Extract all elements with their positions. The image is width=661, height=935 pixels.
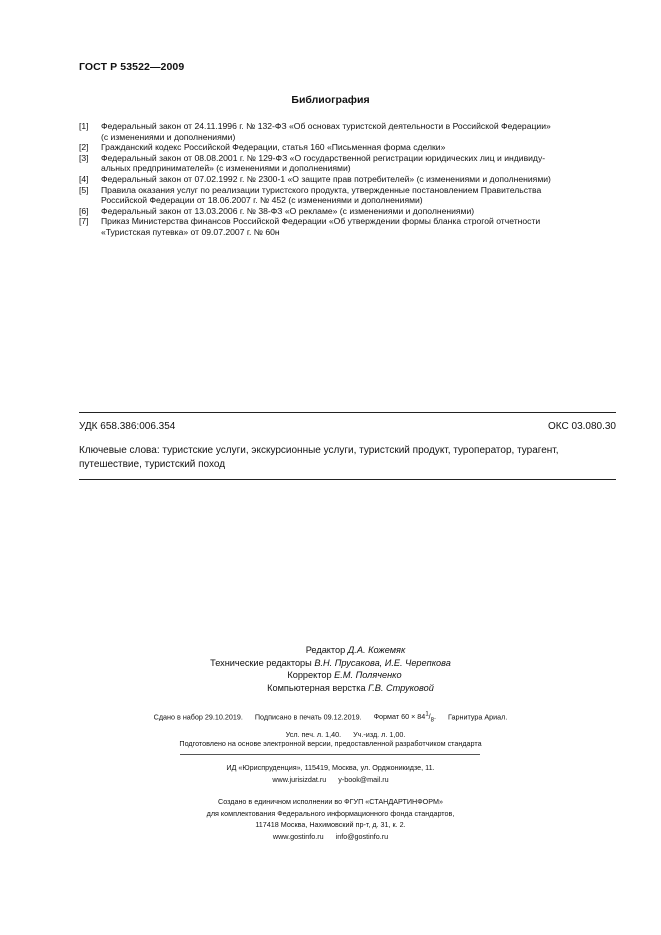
imprint-block bbox=[0, 708, 661, 742]
bibliography-item-number: [1] bbox=[79, 121, 89, 131]
bibliography-item-line: «Туристская путевка» от 09.07.2007 г. № 60н bbox=[101, 226, 280, 237]
bibliography-item-line: Федеральный закон от 24.11.1996 г. № 132-ФЗ «Об основах туристской деятельности в Российской Федерации» bbox=[101, 121, 551, 131]
imprint-line bbox=[0, 708, 661, 728]
bibliography-item-number: [2] bbox=[79, 142, 89, 153]
top-divider bbox=[79, 412, 616, 413]
editor-credit bbox=[0, 644, 661, 657]
bibliography-item-text bbox=[101, 185, 616, 206]
bibliography-item-line: Федеральный закон от 08.08.2001 г. № 129-ФЗ «О государственной регистрации юридических лиц и индивиду- bbox=[101, 152, 546, 163]
corrector-credit bbox=[0, 669, 661, 682]
bibliography-item-text bbox=[101, 206, 616, 217]
bibliography-item bbox=[79, 216, 616, 237]
tech-editors-label: Технические редакторы bbox=[210, 657, 312, 668]
bibliography-item-line: Гражданский кодекс Российской Федерации, статья 160 «Письменная форма сделки» bbox=[101, 142, 446, 153]
publisher-contacts bbox=[0, 774, 661, 786]
printer-block bbox=[0, 796, 661, 842]
bibliography-title: Библиография bbox=[291, 94, 370, 106]
credits-block bbox=[0, 644, 661, 694]
paper-format: Формат $60 \times 84^1/_8$. bbox=[373, 712, 436, 724]
corrector-name: Е.М. Поляченко bbox=[334, 670, 402, 681]
bibliography-item bbox=[79, 174, 616, 185]
font-info: Гарнитура Ариал. bbox=[448, 712, 508, 722]
keywords-line: Ключевые слова: туристские услуги, экскурсионные услуги, туристский продукт, туроператор, турагент, bbox=[79, 445, 559, 456]
bibliography-item-line: (с изменениями и дополнениями) bbox=[101, 131, 236, 142]
bibliography-item-line: альных предпринимателей» (с изменениями и дополнениями) bbox=[101, 163, 351, 174]
corrector-label: Корректор bbox=[287, 670, 332, 681]
publisher-block bbox=[0, 762, 661, 785]
imprint-divider bbox=[180, 754, 480, 755]
bibliography-item bbox=[79, 142, 616, 153]
tech-editors-credit bbox=[0, 657, 661, 670]
printer-email: info@gostinfo.ru bbox=[335, 831, 389, 841]
printer-contacts bbox=[0, 831, 661, 843]
layout-name: Г.В. Струковой bbox=[368, 682, 434, 693]
printer-line: Создано в единичном исполнении во ФГУП «СТАНДАРТИНФОРМ» bbox=[218, 797, 443, 806]
printer-line: 117418 Москва, Нахимовский пр-т, д. 31, к. 2. bbox=[255, 820, 406, 829]
bibliography-item-text bbox=[101, 153, 616, 174]
udk-code: УДК 658.386:006.354 bbox=[79, 421, 176, 432]
bibliography-item-text bbox=[101, 174, 616, 185]
standard-code: ГОСТ Р 53522—2009 bbox=[79, 61, 185, 73]
keywords-line: путешествие, туристский поход bbox=[79, 459, 226, 470]
paper-format-numerator: 1 bbox=[425, 712, 429, 718]
bibliography-item-text bbox=[101, 142, 616, 153]
bibliography-item-number: [4] bbox=[79, 173, 89, 184]
layout-credit bbox=[0, 682, 661, 695]
publisher-email: y-book@mail.ru bbox=[338, 774, 389, 784]
editor-name: Д.А. Кожемяк bbox=[347, 645, 406, 655]
publisher-site: www.jurisizdat.ru bbox=[272, 774, 327, 784]
layout-label: Компьютерная верстка bbox=[267, 682, 366, 693]
classification-row bbox=[79, 421, 616, 432]
typeset-date: Сдано в набор 29.10.2019. bbox=[153, 712, 243, 722]
bibliography-item-line: Федеральный закон от 07.02.1992 г. № 2300-1 «О защите прав потребителей» (с изменениями и дополнениями) bbox=[101, 173, 551, 184]
bibliography-item bbox=[79, 153, 616, 174]
publishing-sheets: Уч.-изд. л. 1,00. bbox=[353, 729, 406, 739]
bottom-divider bbox=[79, 479, 616, 480]
bibliography-item-number: [5] bbox=[79, 184, 89, 195]
printer-site: www.gostinfo.ru bbox=[272, 831, 324, 841]
print-sheets: Усл. печ. л. 1,40. bbox=[285, 729, 342, 739]
bibliography-item-number: [3] bbox=[79, 152, 89, 163]
bibliography-list bbox=[79, 121, 616, 238]
bibliography-item-number: [6] bbox=[79, 205, 89, 216]
publisher-address: ИД «Юриспруденция», 115419, Москва, ул. Орджоникидзе, 11. bbox=[226, 763, 435, 772]
bibliography-item-text bbox=[101, 216, 616, 237]
prepared-note: Подготовлено на основе электронной версии, предоставленной разработчиком стандарта bbox=[179, 739, 482, 748]
editor-label: Редактор bbox=[305, 645, 346, 655]
bibliography-item bbox=[79, 206, 616, 217]
printer-line: для комплектования Федерального информационного фонда стандартов, bbox=[206, 808, 455, 818]
oks-code: ОКС 03.080.30 bbox=[548, 421, 616, 432]
keywords bbox=[79, 444, 616, 472]
bibliography-item-line: Правила оказания услуг по реализации туристского продукта, утвержденные постановлением Правительства bbox=[101, 184, 542, 195]
bibliography-item-line: Российской Федерации от 18.06.2007 г. № 452 (с изменениями и дополнениями) bbox=[101, 195, 423, 206]
bibliography-item bbox=[79, 185, 616, 206]
bibliography-item-text bbox=[101, 121, 616, 142]
paper-format-prefix: Формат 60 × 84 bbox=[373, 712, 426, 722]
bibliography-item-number: [7] bbox=[79, 216, 89, 227]
bibliography-item bbox=[79, 121, 616, 142]
signed-date: Подписано в печать 09.12.2019. bbox=[254, 712, 362, 722]
bibliography-item-line: Приказ Министерства финансов Российской Федерации «Об утверждении формы бланка строгой отчетности bbox=[101, 216, 541, 227]
paper-format-denominator: 8 bbox=[430, 717, 434, 724]
tech-editors-names: В.Н. Прусакова, И.Е. Черепкова bbox=[314, 657, 451, 668]
bibliography-item-line: Федеральный закон от 13.03.2006 г. № 38-ФЗ «О рекламе» (с изменениями и дополнениями) bbox=[101, 205, 475, 216]
